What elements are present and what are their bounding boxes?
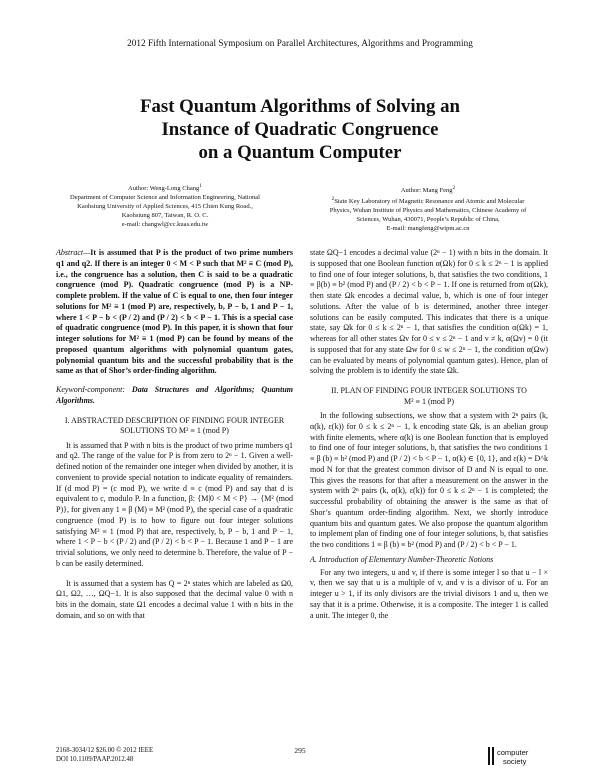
title-line-2: Instance of Quadratic Congruence bbox=[161, 119, 439, 140]
author-1-sup: 1 bbox=[199, 183, 202, 189]
conference-header: 2012 Fifth International Symposium on Parallel Architectures, Algorithms and Programming bbox=[127, 38, 473, 48]
section-1-paragraph-1: It is assumed that P with n bits is the product of two prime numbers q1 and q2. The range of the value for P is from zero to 2ⁿ − 1. Given a well-defined notion of the remainder one integer when divided by another, it is convenient to provide special notation to indicate equality of remainders. If (d mod P) = (c mod P), we write d ≡ c (mod P) and say that d is equivalent to c, modulo P. In a function, β: {M|0 < M < P} → {M² (mod P)}, for given any 1 ≡ β (M) ≡ M² (mod P), the special case of a quadratic congruence (mod P) is to how to figure out four integer solutions satisfying M² ≡ 1 (mod P) that are, respectively, b, P − b, 1 and P − 1, where 1 < P − b < (P / 2) and (P / 2) < b < P − 1. Because 1 and P − 1 are trivial solutions, we only need to determine b. Therefore, the value of P − b can be easily determined. bbox=[56, 440, 293, 568]
author-2-name: Author: Mang Feng bbox=[400, 187, 453, 195]
author-2-affil-sup: 2 bbox=[331, 196, 335, 203]
right-paragraph-1: state ΩQ−1 encodes a decimal value (2ⁿ − 1) with n bits in the domain. It is supposed that one Boolean function α(Ωk) for 0 ≤ k ≤ 2ⁿ − 1 is applied to find one of four integer solutions, b, that satisfies the two conditions, 1 ≡ β(b) ≡ b² (mod P) and (P / 2) < b < P − 1. If one is returned from α(Ωk), then state Ωk encodes a decimal value, b, which is one of four integer solutions. After the value of b is determined, another three integer solutions can be easily computed. This indicates that there is a unique state, say Ωk for 0 ≤ k ≤ 2ⁿ − 1, that satisfies the condition α(Ωk) = 1, whereas for all other states Ωv for 0 ≤ v ≤ 2ⁿ − 1 and v ≠ k, α(Ωv) = 0 (it is supposed that for any state Ωw for 0 ≤ w ≤ 2ⁿ − 1, the condition α(Ωw) can be evaluated by means of polynomial quantum gates). Hence, plan of solving the problem is to identify the state Ωk. bbox=[310, 248, 548, 376]
abstract-text: It is assumed that P is the product of two prime numbers q1 and q2. If there is an integer 0 < M < P such that M² ≡ C (mod P), i.e., the congruence has a solution, then C is said to be a quadratic congruence (mod P). Quadratic congruence (mod P) is a NP-complete problem. If the value of C is equal to one, then four integer solutions for M² ≡ 1 (mod P) are, respectively, b, P − b, 1 and P − 1, where 1 < P − b < (P / 2) and (P / 2) < b < P − 1. This is a special case of quadratic congruence (mod P). In this paper, it is shown that four integer solutions for M² ≡ 1 (mod P) can be found by means of the proposed quantum algorithms with polynomial quantum gates, polynomial quantum bits and the successful probability that is the same as that of Shor’s order-finding algorithm. bbox=[56, 248, 293, 376]
logo-text-line-2: society bbox=[503, 757, 527, 766]
computer-society-logo-icon bbox=[487, 744, 535, 768]
author-2-affil-2: Physics, Wuhan Institute of Physics and Mathematics, Chinese Academy of bbox=[329, 207, 527, 215]
section-2-heading-line-1: II. PLAN OF FINDING FOUR INTEGER SOLUTIONS TO bbox=[331, 386, 527, 395]
keywords bbox=[56, 385, 293, 407]
abstract-lead: Abstract— bbox=[56, 248, 91, 257]
title-line-1: Fast Quantum Algorithms of Solving an bbox=[140, 96, 460, 117]
section-2-heading-line-2: M² ≡ 1 (mod P) bbox=[403, 396, 455, 406]
author-1-affil-1: Department of Computer Science and Information Engineering, National bbox=[70, 194, 260, 202]
author-1-affil-2: Kaohsiung University of Applied Sciences, 415 Chien Kung Road., bbox=[77, 203, 253, 211]
author-block-1 bbox=[54, 182, 276, 229]
page-number: 295 bbox=[294, 746, 306, 755]
computer-society-logo bbox=[487, 744, 535, 768]
footer-doi[interactable]: DOI 10.1109/PAAP.2012.48 bbox=[56, 756, 134, 763]
subsection-a-heading: A. Introduction of Elementary Number-Theoretic Notions bbox=[310, 554, 494, 564]
author-1-email[interactable]: e-mail: changwl@cc.kuas.edu.tw bbox=[121, 221, 209, 229]
author-1-affil-3: Kaohsiung 807, Taiwan, R. O. C. bbox=[121, 212, 209, 220]
author-1-name: Author: Weng-Long Chang bbox=[128, 185, 200, 193]
abstract bbox=[56, 248, 293, 377]
left-column bbox=[56, 248, 293, 622]
logo-text-line-1: computer bbox=[497, 748, 529, 757]
keywords-text: Data Structures and Algorithms; Quantum Algorithms. bbox=[56, 385, 293, 405]
footer-issn: 2168-3034/12 $26.00 © 2012 IEEE bbox=[56, 747, 154, 754]
title-line-3: on a Quantum Computer bbox=[198, 142, 402, 163]
paper-title bbox=[60, 95, 540, 164]
author-2-affil-1: State Key Laboratory of Magnetic Resonance and Atomic and Molecular bbox=[334, 198, 525, 206]
keywords-lead: Keyword-component: bbox=[56, 385, 126, 394]
right-column bbox=[310, 248, 548, 621]
author-2-affil-3: Sciences, Wuhan, 430071, People’s Republic of China, bbox=[356, 216, 500, 224]
section-2-paragraph-1: In the following subsections, we show that a system with 2ⁿ pairs (k, α(k), ε(k)) for 0 ≤ k ≤ 2ⁿ − 1, k encoding state Ωk, is an abelian group with finite elements, where α(k) is one Boolean function that is employed to find one of four integer solutions, b, that satisfies the two conditions 1 ≡ β (b) ≡ b² (mod P) and (P / 2) < b < P − 1, α(k) ∈ {0, 1}, and ε(k) = D^k mod N for that the greatest common divisor of D and N is equal to one. This gives the reasons for that after a measurement on the answer in the system with 2ⁿ pairs (k, α(k), ε(k)) for 0 ≤ k ≤ 2ⁿ − 1 is completed; the successful probability of obtaining the answer is the same as that of Shor’s quantum order-finding algorithm. Next, we shortly introduce quantum bits and quantum gates. We also propose the quantum algorithm to implement plan of finding one of four integer solutions, b, that satisfies the two conditions 1 ≡ β (b) ≡ b² (mod P) and (P / 2) < b < P − 1. bbox=[310, 411, 548, 549]
section-1-heading: I. ABSTRACTED DESCRIPTION OF FINDING FOUR INTEGER SOLUTIONS TO M² ≡ 1 (mod P) bbox=[64, 415, 285, 435]
section-1-paragraph-2: It is assumed that a system has Q = 2ⁿ states which are labeled as Ω0, Ω1, Ω2, …, ΩQ−1. It is also supposed that the decimal value 0 with n bits in the domain, state Ω1 encodes a decimal value 1 with n bits in the domain, and so on with that bbox=[56, 578, 293, 620]
author-2-sup: 2 bbox=[452, 185, 456, 191]
author-block-2 bbox=[312, 184, 544, 233]
author-2-email[interactable]: E-mail: mangfeng@wipm.ac.cn bbox=[386, 225, 470, 233]
section-2-heading bbox=[310, 386, 548, 407]
subsection-a-paragraph-1: For any two integers, u and v, if there is some integer l so that u − l × v, then we say that u is a multiple of v, and v is a divisor of u. For an integer u > 1, if its only divisors are the trivial divisors 1 and u, then we say that it is a prime. Otherwise, it is a composite. The integer 1 is called a unit. The integer 0, the bbox=[310, 567, 548, 620]
